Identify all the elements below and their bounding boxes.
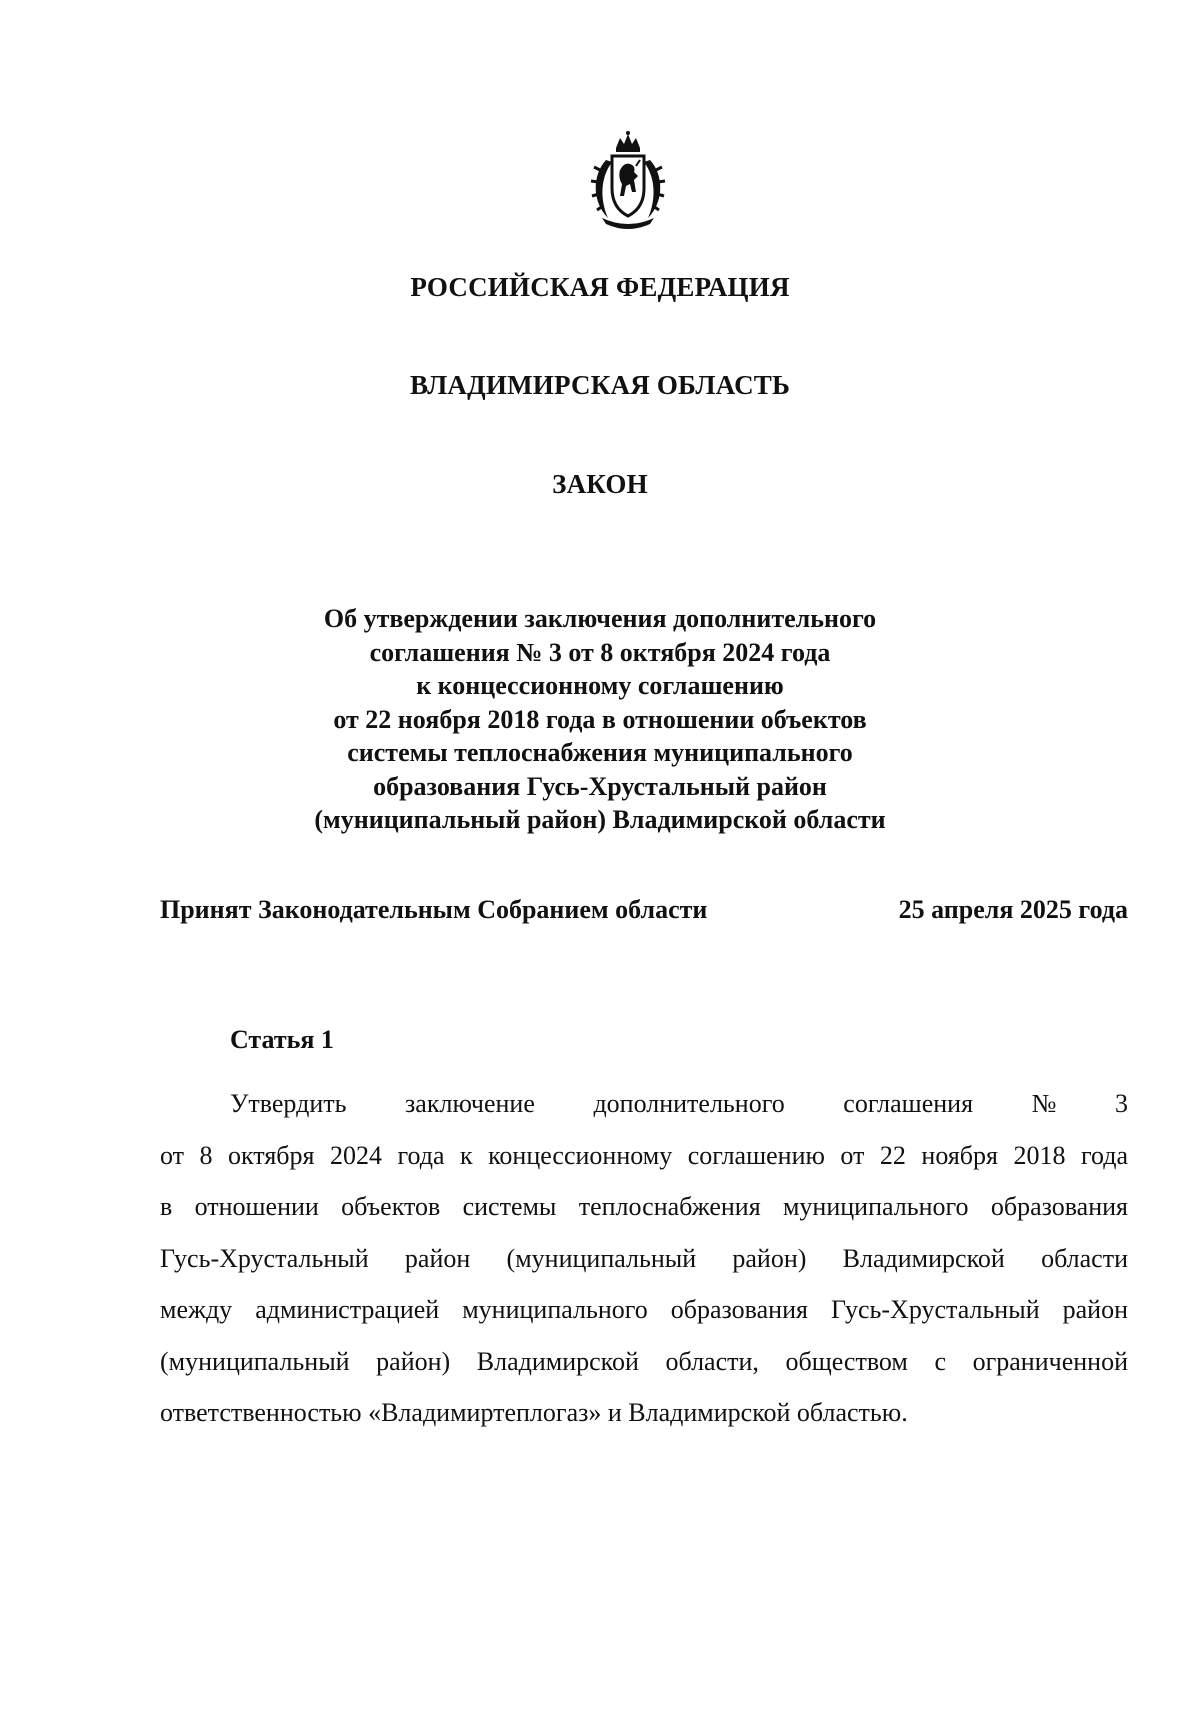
law-title-line: системы теплоснабжения муниципального xyxy=(347,738,853,767)
law-title-line: образования Гусь-Хрустальный район xyxy=(373,771,827,801)
country-heading: РОССИЙСКАЯ ФЕДЕРАЦИЯ xyxy=(410,272,790,302)
article-word: дополнительного xyxy=(593,1089,785,1118)
law-title-line: от 22 ноября 2018 года в отношении объектов xyxy=(333,704,867,734)
article-body xyxy=(160,1078,1128,1439)
article-line: в отношении объектов системы теплоснабжения муниципального образования xyxy=(160,1192,1128,1221)
article-word: соглашения xyxy=(843,1089,974,1118)
article-line: Гусь-Хрустальный район (муниципальный район) Владимирской области xyxy=(160,1243,1128,1273)
article-word: заключение xyxy=(405,1089,535,1118)
coat-of-arms-icon xyxy=(578,130,678,230)
article-heading: Статья 1 xyxy=(230,1025,334,1054)
article-word: 3 xyxy=(1114,1089,1128,1118)
article-line: ответственностью «Владимиртеплогаз» и Владимирской областью. xyxy=(160,1398,908,1427)
adoption-line xyxy=(160,895,1128,925)
article-word: Утвердить xyxy=(230,1089,347,1118)
article-word: № xyxy=(1031,1089,1057,1118)
law-title xyxy=(250,602,950,837)
article-line: (муниципальный район) Владимирской области, обществом с ограниченной xyxy=(160,1346,1128,1376)
law-title-line: Об утверждении заключения дополнительного xyxy=(323,604,877,633)
adoption-label: Принят Законодательным Собранием области xyxy=(160,895,708,924)
region-heading: ВЛАДИМИРСКАЯ ОБЛАСТЬ xyxy=(409,370,791,400)
law-title-line: (муниципальный район) Владимирской области xyxy=(314,805,886,834)
adoption-date: 25 апреля 2025 года xyxy=(898,895,1128,924)
article-first-line xyxy=(160,1078,1128,1130)
article-line: от 8 октября 2024 года к концессионному соглашению от 22 ноября 2018 года xyxy=(160,1140,1128,1170)
law-title-line: к концессионному соглашению xyxy=(416,671,784,700)
article-line: между администрацией муниципального образования Гусь-Хрустальный район xyxy=(160,1295,1128,1324)
law-title-line: соглашения № 3 от 8 октября 2024 года xyxy=(369,637,831,667)
document-type-heading: ЗАКОН xyxy=(552,469,648,499)
